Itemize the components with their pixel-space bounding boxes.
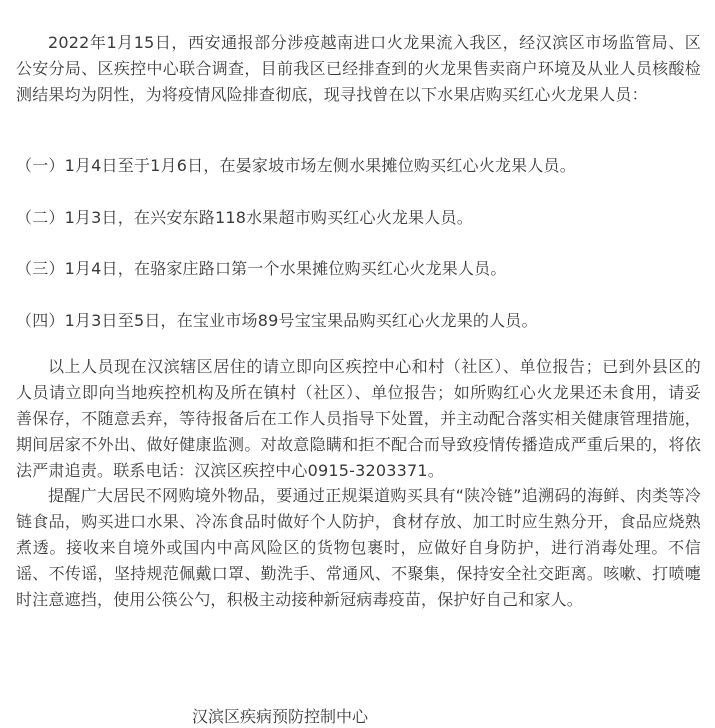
list-item-4: （四）1月3日至5日，在宝业市场89号宝宝果品购买红心火龙果的人员。 bbox=[16, 311, 538, 330]
reminder-paragraph: 提醒广大居民不网购境外物品，要通过正规渠道购买具有“陕冷链”追溯码的海鲜、肉类等冷链食品，购买进口水果、冷冻食品时做好个人防护，食材存放、加工时应生熟分开，食品应烧熟煮透。接收来自境外或国内中高风险区的货物包裹时，应做好自身防护，进行消毒处理。不信谣、不传谣，坚持规范佩戴口罩、勤洗手、常通风、不聚集，保持安全社交距离。咳嗽、打喷嚏时注意遮挡，使用公筷公勺，积极主动接种新冠病毒疫苗，保护好自己和家人。 bbox=[16, 486, 701, 609]
intro-paragraph: 2022年1月15日，西安通报部分涉疫越南进口火龙果流入我区，经汉滨区市场监管局、区公安分局、区疾控中心联合调查，目前我区已经排查到的火龙果售卖商户环境及从业人员核酸检测结果均为阴性，为将疫情风险排查彻底，现寻找曾在以下水果店购买红心火龙果人员： bbox=[16, 33, 701, 104]
signature-organization: 汉滨区疾病预防控制中心 bbox=[192, 707, 369, 726]
list-item-3: （三）1月4日，在骆家庄路口第一个水果摊位购买红心火龙果人员。 bbox=[16, 259, 507, 278]
list-item-1: （一）1月4日至于1月6日，在晏家坡市场左侧水果摊位购买红心火龙果人员。 bbox=[16, 156, 576, 175]
notice-paragraph: 以上人员现在汉滨辖区居住的请立即向区疾控中心和村（社区）、单位报告；已到外县区的人员请立即向当地疾控机构及所在镇村（社区）、单位报告；如所购红心火龙果还未食用，请妥善保存，不随意丢弃，等待报备后在工作人员指导下处置，并主动配合落实相关健康管理措施，期间居家不外出、做好健康监测。对故意隐瞒和拒不配合而导致疫情传播造成严重后果的，将依法严肃追责。联系电话：汉滨区疾控中心0915-3203371。 bbox=[16, 357, 701, 480]
list-item-2: （二）1月3日，在兴安东路118水果超市购买红心火龙果人员。 bbox=[16, 208, 473, 227]
